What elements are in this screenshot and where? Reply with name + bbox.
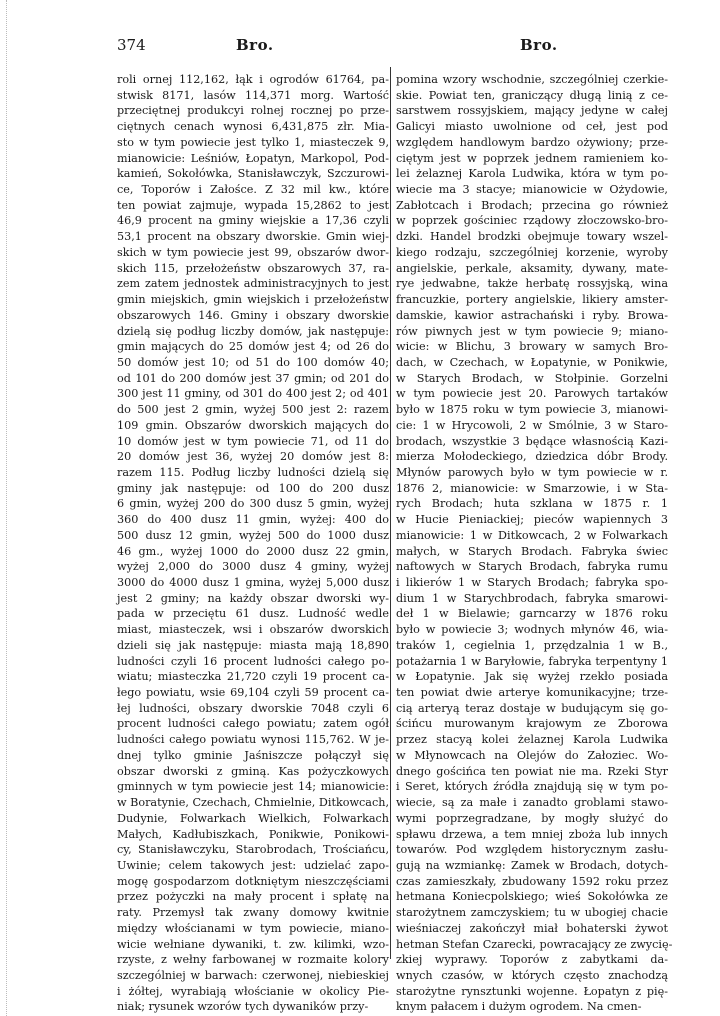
text-line: w Boratynie, Czechach, Chmielnie, Ditkowcach, [117, 796, 390, 810]
text-line: w Starych Brodach, w Stołpinie. Gorzelni [396, 371, 668, 385]
text-line: pomina wzory wschodnie, szczególniej czerkie- [396, 73, 668, 86]
text-line: 109 gmin. Obszarów dworskich mających do [117, 418, 389, 432]
text-line: skich 115, przełożeństw obszarowych 37, ra- [117, 261, 389, 275]
text-line: 20 domów jest 36, wyżej 20 domów jest 8: [117, 450, 389, 464]
text-line: przeciętnej produkcyi rolnej rocznej po prze- [117, 104, 389, 118]
text-line: wicie wełniane dywaniki, t. zw. kilimki, wzo- [117, 937, 389, 951]
text-line: zem zatem jednostek administracyjnych to jest [117, 277, 389, 291]
text-line: 500 dusz 12 gmin, wyżej 500 do 1000 dusz [117, 528, 389, 542]
text-line: traków 1, cegielnia 1, przędzalnia 1 w B., [396, 638, 668, 652]
text-line: wymi poprzegradzane, by mogły służyć do [396, 811, 668, 825]
text-line: rów piwnych jest w tym powiecie 9; miano- [396, 324, 668, 338]
text-line: dium 1 w Starychbrodach, fabryka smarowi- [396, 591, 668, 605]
text-line: brodach, wszystkie 3 będące własnością Kazi- [396, 434, 668, 448]
text-line: deł 1 w Bielawie; garncarzy w 1876 roku [396, 607, 668, 621]
text-line: łej ludności, obszary dworskie 7048 czyli 6 [117, 701, 389, 715]
text-line: dach, w Czechach, w Łopatynie, w Ponikwie, [396, 355, 668, 369]
text-line: w Młynowcach na Olejów do Załoziec. Wo- [396, 748, 668, 762]
text-line: gują na wzmiankę: Zamek w Brodach, dotych- [396, 858, 668, 872]
text-line: Zabłotcach i Brodach; przecina go również [396, 198, 668, 212]
running-head-right: Bro. [520, 36, 558, 54]
text-line: raty. Przemysł tak zwany domowy kwitnie [117, 906, 389, 920]
text-line: miast, miasteczek, wsi i obszarów dworskich [117, 623, 389, 637]
text-line: cią arteryą teraz dostaje w budującym się go- [396, 701, 668, 715]
text-line: rye jedwabne, także herbatę rossyjską, wina [396, 277, 668, 291]
text-line: w poprzek gościniec rządowy złoczowsko-bro- [396, 214, 668, 228]
text-line: naftowych w Starych Brodach, fabryka rumu [396, 560, 668, 574]
text-line: gmin mających do 25 domów jest 4; od 26 do [117, 340, 389, 354]
text-line: obszar dworski z gminą. Kas pożyczkowych [117, 764, 389, 778]
text-line: między włościanami w tym powiecie, miano- [117, 921, 389, 935]
text-line: dnego gościńca ten powiat nie ma. Rzeki Styr [396, 764, 668, 778]
text-line: 46,9 procent na gminy wiejskie a 17,36 czyli [117, 214, 389, 228]
text-line: i Seret, których źródła znajdują się w tym po- [396, 780, 668, 794]
text-line: było w powiecie 3; wodnych młynów 46, wia- [396, 623, 668, 637]
page-header [0, 36, 720, 58]
text-line: towarów. Pod względem historycznym zasłu- [396, 843, 668, 857]
text-line: pada w przeciętu 61 dusz. Ludność wedle [117, 607, 389, 621]
text-line: 360 do 400 dusz 11 gmin, wyżej: 400 do [117, 513, 389, 527]
text-line: było w 1875 roku w tym powiecie 3, mianowi- [396, 403, 668, 417]
text-line: przez pożyczki na mały procent i spłatę na [117, 890, 389, 904]
text-line: wiecie ma 3 stacye; mianowicie w Ożydowie, [396, 183, 668, 197]
text-line: ścińcu murowanym krajowym ze Zborowa [396, 717, 668, 731]
text-line: potażarnia 1 w Baryłowie, fabryka terpentyny 1 [396, 654, 668, 668]
text-line: ciętnych cenach wynosi 6,431,875 złr. Mia- [117, 120, 389, 134]
text-line: skich w tym powiecie jest 99, obszarów dwor- [117, 245, 389, 259]
text-line: ce, Toporów i Załośce. Z 32 mil kw., które [117, 183, 389, 197]
text-line: względem handlowym bardzo ożywiony; prze- [396, 135, 668, 149]
text-line: i likierów 1 w Starych Brodach; fabryka spo- [396, 576, 668, 589]
text-line: wiecie, są za małe i zanadto groblami stawo- [396, 796, 668, 810]
text-line: procent ludności całego powiatu; zatem ogół [117, 717, 389, 731]
text-line: ludności całego powiatu wynosi 115,762. W je- [117, 733, 389, 747]
text-line: angielskie, perkale, aksamity, dywany, mate- [396, 261, 668, 275]
text-line: cy, Stanisławczyku, Starobrodach, Trościańcu, [117, 843, 389, 857]
text-line: skie. Powiat ten, graniczący długą linią z ce- [396, 88, 668, 102]
text-line: francuzkie, portery angielskie, likiery amster- [396, 293, 668, 307]
text-line: wieśniaczej zakończył miał bohaterski żywot [396, 921, 668, 935]
text-line: kiego rodzaju, szczególniej korzenie, wyroby [396, 245, 668, 259]
column-divider [390, 67, 391, 959]
text-line: jest 2 gminy; na każdy obszar dworski wy- [117, 591, 389, 605]
text-line: mogę gospodarzom dotkniętym nieszczęściami [117, 874, 389, 888]
text-line: zkiej wyprawy. Toporów z zabytkami da- [396, 953, 668, 967]
text-line: ten powiat dwie arterye komunikacyjne; trze- [396, 686, 668, 700]
text-line: niak; rysunek wzorów tych dywaników przy- [117, 1000, 369, 1014]
text-line: od 101 do 200 domów jest 37 gmin; od 201 do [117, 371, 389, 385]
text-line: kamień, Sokołówka, Stanisławczyk, Szczurowi- [117, 167, 389, 181]
text-line: razem 115. Podług liczby ludności dzielą się [117, 465, 389, 479]
text-line: dzielą się podług liczby domów, jak następuje: [117, 324, 389, 338]
text-line: ten powiat zajmuje, wypada 15,2862 to jest [117, 198, 389, 212]
text-line: sto w tym powiecie jest tylko 1, miasteczek 9, [117, 135, 389, 149]
text-line: czas zamieszkały, zbudowany 1592 roku przez [396, 874, 668, 888]
text-line: 46 gm., wyżej 1000 do 2000 dusz 22 gmin, [117, 544, 389, 558]
text-line: i żółtej, wyrabiają włościanie w okolicy Pie- [117, 984, 389, 998]
text-line: 1876 2, mianowicie: w Smarzowie, i w Sta- [396, 481, 668, 495]
text-line: Dudynie, Folwarkach Wielkich, Folwarkach [117, 811, 389, 825]
text-line: Młynów parowych było w tym powiecie w r. [396, 465, 668, 479]
text-line: rzyste, z wełny farbowanej w rozmaite kolory [117, 953, 389, 967]
text-line: do 500 jest 2 gmin, wyżej 500 jest 2: razem [117, 403, 389, 417]
text-line: hetmana Koniecpolskiego; wieś Sokołówka ze [396, 890, 668, 904]
text-line: w Hucie Pieniackiej; pieców wapiennych 3 [396, 513, 668, 527]
text-line: cie: 1 w Hrycowoli, 2 w Smólnie, 3 w Staro- [396, 418, 668, 432]
text-line: szczególniej w barwach: czerwonej, niebieskiej [117, 968, 389, 982]
text-line: ludności czyli 16 procent ludności całego po- [117, 654, 389, 668]
text-line: 3000 do 4000 dusz 1 gmina, wyżej 5,000 dusz [117, 576, 389, 589]
text-line: 50 domów jest 10; od 51 do 100 domów 40; [117, 355, 389, 369]
text-line: ciętym jest w poprzek jednem ramieniem ko- [396, 151, 668, 165]
text-line: 10 domów jest w tym powiecie 71, od 11 do [117, 434, 389, 448]
text-line: Uwinie; celem takowych jest: udzielać zapo- [117, 858, 389, 872]
text-line: Małych, Kadłubiszkach, Ponikwie, Ponikowi- [117, 827, 389, 841]
text-line: 53,1 procent na obszary dworskie. Gmin wiej- [117, 230, 389, 244]
text-line: przez stacyą kolei żelaznej Karola Ludwika [396, 733, 668, 747]
text-line: starożytnem zamczyskiem; tu w ubogiej chacie [396, 906, 668, 920]
text-line: rych Brodach; huta szklana w 1875 r. 1 [396, 497, 668, 511]
text-line: hetman Stefan Czarecki, powracający ze zwycię- [396, 937, 673, 951]
text-line: obszarowych 146. Gminy i obszary dworskie [117, 308, 389, 322]
text-line: wicie: w Blichu, 3 browary w samych Bro- [396, 340, 668, 354]
text-line: damskie, kawior astrachański i ryby. Browa- [396, 308, 668, 322]
text-line: gmin miejskich, gmin wiejskich i przełożeństw [117, 293, 389, 307]
text-line: gminnych w tym powiecie jest 14; mianowicie: [117, 780, 389, 794]
text-line: mianowicie: 1 w Ditkowcach, 2 w Folwarkach [396, 528, 668, 542]
text-line: 300 jest 11 gminy, od 301 do 400 jest 2; od 401 [117, 387, 389, 401]
text-line: wyżej 2,000 do 3000 dusz 4 gminy, wyżej [117, 560, 389, 574]
text-line: małych, w Starych Brodach. Fabryka świec [396, 544, 668, 558]
text-line: wnych czasów, w których często znachodzą [396, 968, 668, 982]
text-line: knym pałacem i dużym ogrodem. Na cmen- [396, 1000, 642, 1014]
page-number: 374 [117, 36, 146, 54]
text-line: w Łopatynie. Jak się wyżej rzekło posiada [396, 670, 668, 684]
text-line: dzki. Handel brodzki obejmuje towary wszel- [396, 230, 668, 244]
running-head-left: Bro. [236, 36, 274, 54]
page-edge-dots [6, 0, 8, 1016]
text-line: Galicyi miasto uwolnione od ceł, jest pod [396, 120, 668, 134]
text-line: lei żelaznej Karola Ludwika, która w tym po- [396, 167, 668, 181]
text-line: 6 gmin, wyżej 200 do 300 dusz 5 gmin, wyżej [117, 497, 389, 511]
text-line: łego powiatu, wsie 69,104 czyli 59 procent ca- [117, 686, 389, 700]
text-line: w tym powiecie jest 20. Parowych tartaków [396, 387, 668, 401]
text-line: mierza Mołodeckiego, dziedzica dóbr Brody. [396, 450, 668, 464]
text-line: dnej tylko gminie Jaśniszcze połączył się [117, 748, 389, 762]
text-line: gminy jak następuje: od 100 do 200 dusz [117, 481, 389, 495]
text-line: starożytne rynsztunki wojenne. Łopatyn z pię- [396, 984, 668, 998]
text-line: dzieli się jak następuje: miasta mają 18,890 [117, 638, 389, 652]
text-line: mianowicie: Leśniów, Łopatyn, Markopol, Pod- [117, 151, 389, 165]
text-line: wiatu; miasteczka 21,720 czyli 19 procent ca- [117, 670, 389, 684]
text-line: sarstwem rossyjskiem, mający jedyne w całej [396, 104, 668, 118]
text-line: stwisk 8171, lasów 114,371 morg. Wartość [117, 88, 389, 102]
text-line: spławu drzewa, a tem mniej zboża lub innych [396, 827, 668, 841]
text-line: roli ornej 112,162, łąk i ogrodów 61764, pa- [117, 73, 389, 86]
left-text-column [117, 72, 390, 1014]
right-text-column [396, 72, 673, 1014]
